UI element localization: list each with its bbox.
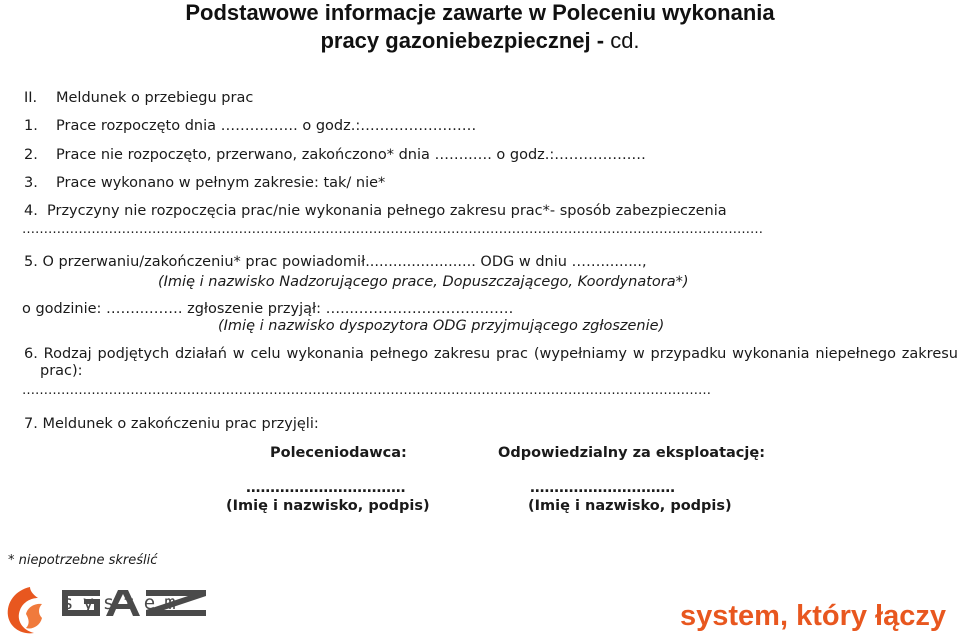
item-4-dots: ……………………………………………………………………………………………………………………………………………………… (22, 222, 763, 237)
section-heading: Meldunek o przebiegu prac (56, 90, 254, 106)
item-7-text: 7. Meldunek o zakończeniu prac przyjęli: (24, 416, 319, 432)
item-1-number: 1. (24, 118, 38, 134)
item-2-text: Prace nie rozpoczęto, przerwano, zakończono* dnia ……..…. o godz.:…………….… (56, 147, 646, 163)
document-title-line-2 (0, 27, 960, 55)
item-6-line-1: 6. Rodzaj podjętych działań w celu wykonania pełnego zakresu prac (wypełniamy w przypadku wykonania niepełnego zakresu (24, 346, 958, 362)
signature-right-label: Odpowiedzialny za eksploatację: (498, 445, 766, 461)
signature-left-caption: (Imię i nazwisko, podpis) (226, 498, 430, 514)
item-6-line-2: prac): (40, 363, 83, 379)
item-4-number: 4. (24, 203, 38, 219)
logo-system-text: system (62, 592, 185, 614)
flame-icon (8, 587, 42, 633)
document-title-bold-part: pracy gazoniebezpiecznej - (320, 28, 611, 53)
item-1-text: Prace rozpoczęto dnia ……………. o godz.:…………………… (56, 118, 477, 134)
slogan: system, który łączy (680, 600, 946, 632)
footnote: * niepotrzebne skreślić (8, 553, 158, 568)
item-6-dots: …………………………………………………………………………………………………………………………………………… (22, 383, 711, 398)
item-3-number: 3. (24, 175, 38, 191)
signature-left-line: …………………………… (246, 480, 406, 496)
item-3-text: Prace wykonano w pełnym zakresie: tak/ nie* (56, 175, 386, 191)
signature-right-caption: (Imię i nazwisko, podpis) (528, 498, 732, 514)
document-title-cd: cd. (610, 28, 640, 53)
item-5-note: (Imię i nazwisko Nadzorującego prace, Dopuszczającego, Koordynatora*) (158, 274, 689, 290)
signature-right-line: ………………………… (530, 480, 675, 496)
item-4-text: Przyczyny nie rozpoczęcia prac/nie wykonania pełnego zakresu prac*- sposób zabezpieczenia (47, 203, 727, 219)
item-2-number: 2. (24, 147, 38, 163)
item-5-hour-line: o godzinie: ……...……. zgłoszenie przyjął: …...…………………………… (22, 301, 514, 317)
document-title-line-1: Podstawowe informacje zawarte w Poleceniu wykonania (185, 0, 775, 25)
signature-left-label: Poleceniodawca: (270, 445, 407, 461)
item-5-hour-note: (Imię i nazwisko dyspozytora ODG przyjmującego zgłoszenie) (218, 318, 665, 334)
item-5-text: 5. O przerwaniu/zakończeniu* prac powiadomił........................ ODG w dniu ……........., (24, 254, 647, 270)
section-number: II. (24, 90, 38, 106)
